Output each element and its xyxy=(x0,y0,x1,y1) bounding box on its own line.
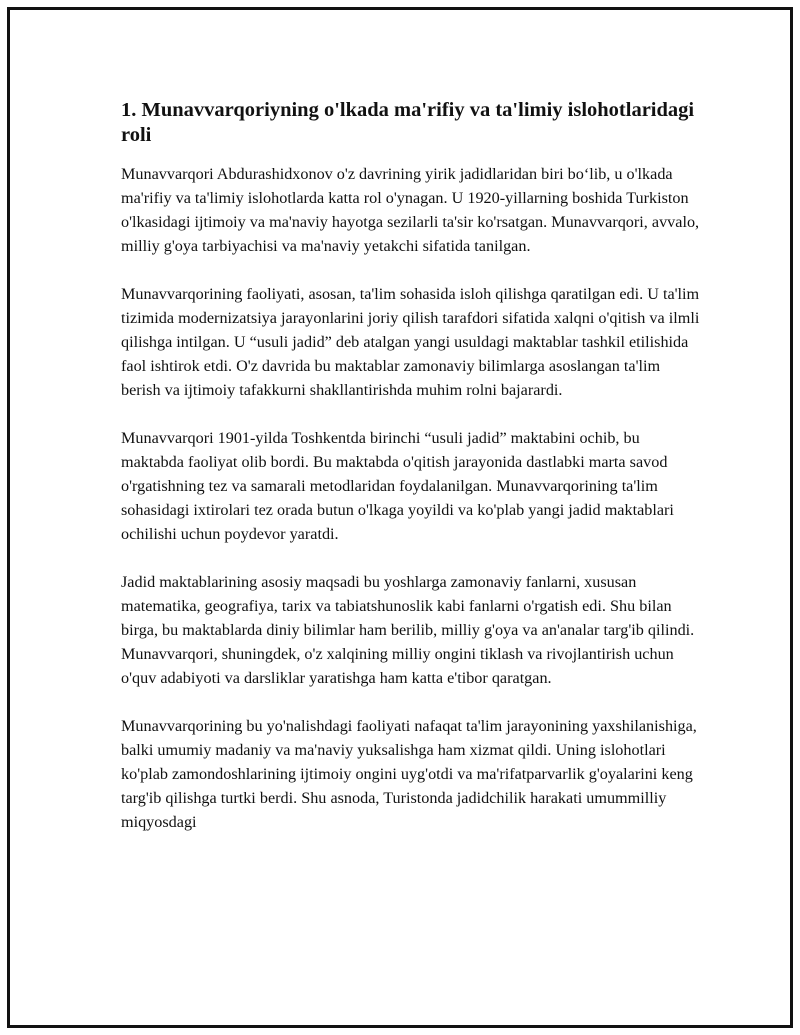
document-body xyxy=(121,98,701,858)
page-frame xyxy=(7,7,793,1028)
section-heading: 1. Munavvarqoriyning o'lkada ma'rifiy va ta'limiy islohotlaridagi roli xyxy=(121,99,695,146)
paragraph-4: Jadid maktablarining asosiy maqsadi bu yoshlarga zamonaviy fanlarni, xususan matematika, geografiya, tarix va tabiatshunoslik kabi fanlarni o'rgatish edi. Shu bilan birga, bu maktablarda diniy bilimlar ham berilib, milliy g'oya va an'analar targ'ib qilindi. Munavvarqori, shuningdek, o'z xalqining milliy ongini tiklash va rivojlantirish uchun o'quv adabiyoti va darsliklar yaratishga ham katta e'tibor qaratgan. xyxy=(121,573,695,687)
paragraph-5: Munavvarqorining bu yo'nalishdagi faoliyati nafaqat ta'lim jarayonining yaxshilanishiga, balki umumiy madaniy va ma'naviy yuksalishga ham xizmat qildi. Uning islohotlari ko'plab zamondoshlarining ijtimoiy ongini uyg'otdi va ma'rifatparvarlik g'oyalarini keng targ'ib qilishga turtki berdi. Shu asnoda, Turistonda jadidchilik harakati umummilliy miqyosdagi xyxy=(121,717,697,831)
paragraph-2: Munavvarqorining faoliyati, asosan, ta'lim sohasida isloh qilishga qaratilgan edi. U ta'lim tizimida modernizatsiya jarayonlarini joriy qilish tarafdori sifatida xalqni o'qitish va ilmli qilishga intilgan. U “usuli jadid” deb atalgan yangi usuldagi maktablar tashkil etilishida faol ishtirok etdi. O'z davrida bu maktablar zamonaviy bilimlarga asoslangan ta'lim berish va ijtimoiy tafakkurni shakllantirishda muhim rolni bajarardi. xyxy=(121,285,700,399)
paragraph-3: Munavvarqori 1901-yilda Toshkentda birinchi “usuli jadid” maktabini ochib, bu maktabda faoliyat olib bordi. Bu maktabda o'qitish jarayonida dastlabki marta savod o'rgatishning tez va samarali metodlaridan foydalanilgan. Munavvarqorining ta'lim sohasidagi ixtirolari tez orada butun o'lkaga yoyildi va ko'plab yangi jadid maktablari ochilishi uchun poydevor yaratdi. xyxy=(121,429,674,543)
paragraph-1: Munavvarqori Abdurashidxonov o'z davrining yirik jadidlaridan biri bo‘lib, u o'lkada ma'rifiy va ta'limiy islohotlarda katta rol o'ynagan. U 1920-yillarning boshida Turkiston o'lkasidagi ijtimoiy va ma'naviy hayotga sezilarli ta'sir ko'rsatgan. Munavvarqori, avvalo, milliy g'oya tarbiyachisi va ma'naviy yetakchi sifatida tanilgan. xyxy=(121,165,700,255)
